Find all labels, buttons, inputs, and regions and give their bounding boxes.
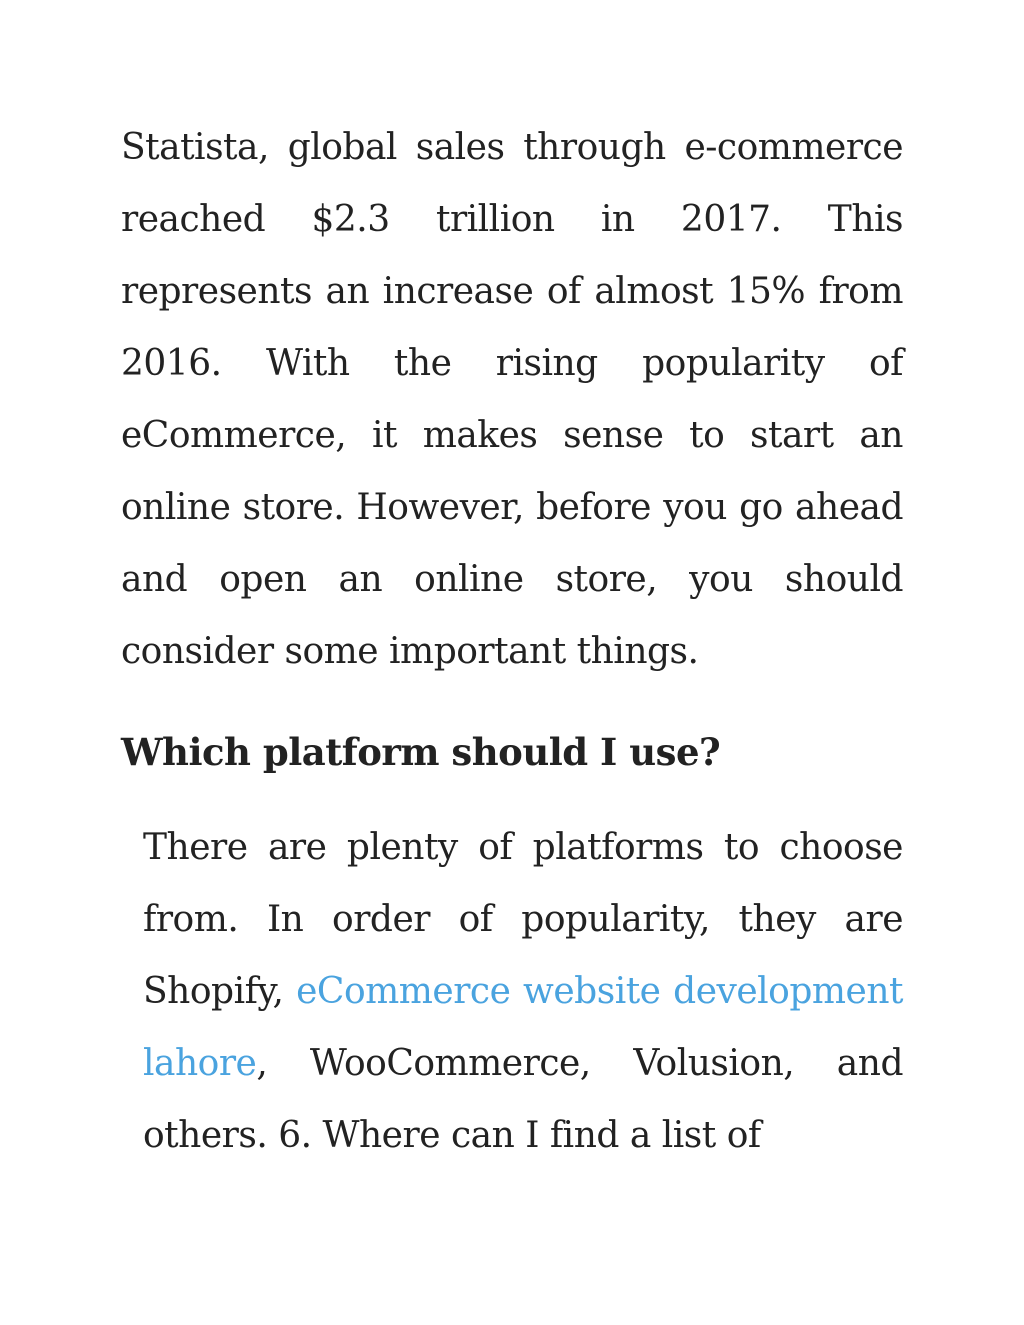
intro-paragraph: Statista, global sales through e-commerce reached $2.3 trillion in 2017. This represents an increase of almost 15% from 2016. With the rising popularity of eCommerce, it makes sense to start an online store. However, before you go ahead and open an online store, you should consider some important things. (121, 127, 903, 672)
section-paragraph (121, 812, 903, 1172)
paragraph-text-before-link: There are plenty of platforms to choose from. In order of popularity, they are Shopify, (143, 827, 903, 1012)
paragraph-text-after-link: , WooCommerce, Volusion, and others. 6. Where can I find a list of (143, 1043, 903, 1156)
ecommerce-development-link[interactable]: eCommerce website development lahore (143, 971, 903, 1084)
document-page (121, 112, 903, 1172)
section-heading: Which platform should I use? (121, 730, 721, 774)
